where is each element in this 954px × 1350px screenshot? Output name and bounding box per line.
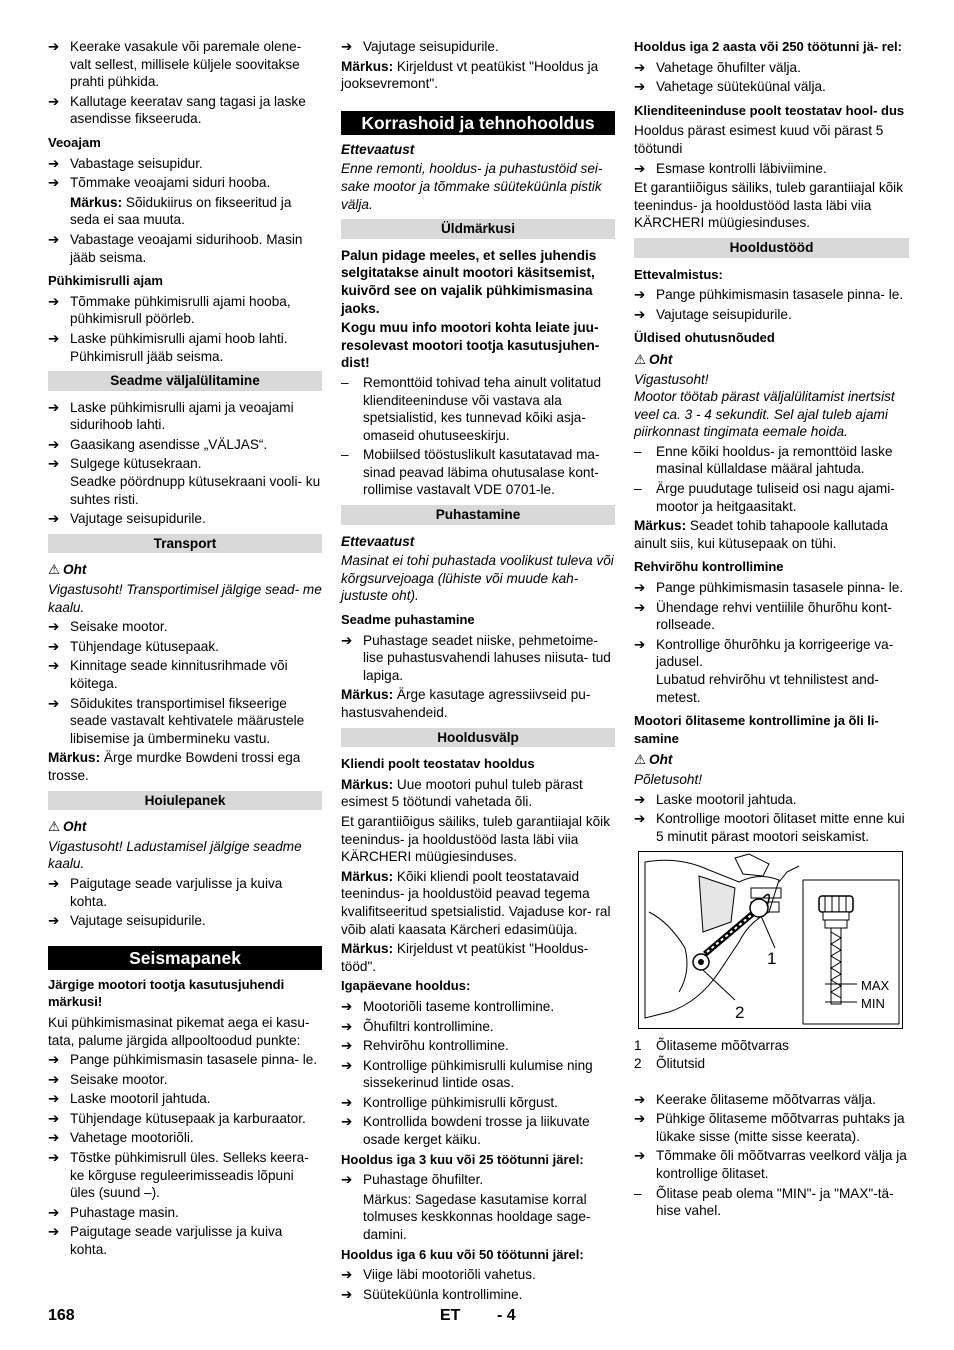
list-item: ➔ Laske pühkimisrulli ajami ja veoajami sidurihoob lahti. (48, 399, 294, 433)
arrow-icon: ➔ (48, 875, 60, 891)
arrow-icon: ➔ (634, 160, 646, 176)
note: Märkus: Sõidukiirus on fikseeritud ja seda ei saa muuta. (70, 194, 292, 228)
subheading: Kliendi poolt teostatav hooldus (341, 756, 535, 772)
list-item: ➔ Laske mootoril jahtuda. (48, 1091, 211, 1107)
section-heading: Hoiulepanek (48, 791, 322, 811)
arrow-icon: ➔ (341, 998, 353, 1014)
list-item: ➔ Kinnitage seade kinnitusrihmade või köitega. (48, 658, 288, 691)
list-item: ➔ Seisake mootor. (48, 1071, 168, 1087)
note: Märkus: Uue mootori puhul tuleb pärast esimest 5 töötundi vahetada õli. (341, 776, 583, 810)
caution-text: Enne remonti, hooldus- ja puhastustöid sei- sake mootor ja tõmmake süüteküünla pistik välja. (341, 161, 603, 212)
subheading: Hooldus iga 3 kuu või 25 töötunni järel: (341, 1151, 584, 1167)
paragraph: Palun pidage meeles, et selles juhendis selgitatakse ainult mootori käsitsemist, kuivõrd see on vajalik pühkimismasina jaoks. (341, 247, 597, 316)
note: Märkus: Ärge kasutage agressiivseid pu- hastusvahendeid. (341, 687, 591, 720)
arrow-icon: ➔ (341, 1018, 353, 1034)
list-item: ➔ Viige läbi mootoriõli vahetus. (341, 1267, 536, 1283)
warning-triangle-icon: ⚠ (48, 562, 61, 578)
paragraph: Kui pühkimismasinat pikemat aega ei kasu- tata, palume järgida allpooltoodud punkte: (48, 1014, 310, 1048)
section-heading: Hooldusvälp (341, 728, 615, 748)
subheading: Veoajam (48, 134, 101, 150)
paragraph: Hooldus pärast esimest kuud või pärast 5 töötundi (634, 123, 884, 156)
min-mark-label: MIN (861, 996, 885, 1012)
arrow-icon: ➔ (634, 306, 646, 322)
dash-icon: – (634, 443, 642, 459)
arrow-icon: ➔ (341, 1057, 353, 1073)
arrow-icon: ➔ (634, 811, 646, 827)
paragraph: Kogu muu info mootori kohta leiate juu- resolevast mootori tootja kasutusjuhen- dist! (341, 320, 600, 371)
figure-legend (634, 1037, 909, 1072)
list-item: ➔ Vajutage seisupidurile. (634, 306, 792, 322)
language-code: ET (440, 1307, 461, 1324)
section-page-number: - 4 (497, 1307, 516, 1324)
arrow-icon: ➔ (48, 436, 60, 452)
figure-callout-2: 2 (735, 1003, 745, 1023)
arrow-icon: ➔ (634, 599, 646, 615)
warning-triangle-icon: ⚠ (48, 819, 61, 835)
list-item: ➔ Keerake vasakule või paremale olene- valt sellest, millisele küljele soovitakse prahti pühkida. (48, 39, 302, 90)
arrow-icon: ➔ (48, 293, 60, 309)
danger-label: ⚠ Oht (48, 819, 87, 835)
list-item: ➔ Pange pühkimismasin tasasele pinna- le. (634, 580, 904, 596)
list-item: ➔ Esmase kontrolli läbiviimine. (634, 160, 827, 176)
section-heading: Üldmärkusi (341, 219, 615, 239)
warning-triangle-icon: ⚠ (634, 351, 647, 367)
arrow-icon: ➔ (341, 1114, 353, 1130)
list-item: ➔ Vajutage seisupidurile. (341, 39, 499, 54)
arrow-icon: ➔ (48, 93, 60, 109)
list-item: – Ärge puudutage tuliseid osi nagu ajami- mootor ja heitgaasitakt. (634, 481, 895, 514)
arrow-icon: ➔ (341, 1094, 353, 1110)
note: Märkus: Ärge murdke Bowdeni trossi ega trosse. (48, 750, 301, 783)
list-item: – Mobiilsed tööstuslikult kasutatavad ma- sinad peavad läbima ohutusalase kont- rollimise vastavalt VDE 0701-le. (341, 447, 600, 498)
list-item: ➔ Vabastage veoajami sidurihoob. Masin jääb seisma. (48, 231, 303, 265)
danger-text: Vigastusoht! (634, 371, 709, 387)
danger-label: ⚠ Oht (634, 351, 673, 367)
list-item: ➔ Seisake mootor. (48, 619, 168, 635)
arrow-icon: ➔ (634, 59, 646, 75)
warning-triangle-icon: ⚠ (634, 752, 647, 768)
subheading: Ettevalmistus: (634, 266, 723, 282)
section-heading: Hooldustööd (634, 238, 909, 258)
arrow-icon: ➔ (48, 231, 60, 247)
column-middle (341, 38, 615, 1305)
arrow-icon: ➔ (634, 1091, 646, 1107)
subheading: Pühkimisrulli ajam (48, 273, 163, 289)
arrow-icon: ➔ (634, 1148, 646, 1164)
max-mark-label: MAX (861, 978, 890, 994)
caution-label: Ettevaatust (341, 141, 415, 157)
arrow-icon: ➔ (48, 1150, 60, 1166)
arrow-icon: ➔ (634, 79, 646, 95)
chapter-heading: Korrashoid ja tehnohooldus (341, 111, 615, 135)
subheading: Rehvirõhu kontrollimine (634, 559, 784, 575)
note: Märkus: Kõiki kliendi poolt teostatavaid teenindus- ja hooldustöid peavad tegema kvalifitseeritud spetsialistid. Vajaduse kor- ral võib alati kaasata Kärcheri edasimüüja. (341, 868, 611, 937)
list-item: ➔ Vajutage seisupidurile. (48, 511, 206, 527)
arrow-icon: ➔ (48, 913, 60, 929)
arrow-icon: ➔ (48, 155, 60, 171)
list-item: – Õlitase peab olema "MIN"- ja "MAX"-tä- hise vahel. (634, 1185, 894, 1219)
subheading: Üldised ohutusnõuded (634, 330, 775, 346)
dash-icon: – (634, 1185, 642, 1201)
paragraph: Et garantiiõigus säiliks, tuleb garantiiajal kõik teenindus- ja hooldustööd lasta läbi viia KÄRCHERI müügiesinduses. (634, 180, 903, 231)
arrow-icon: ➔ (341, 1038, 353, 1054)
list-item: ➔ Tõmmake veoajami siduri hooba. (48, 175, 271, 191)
subheading: Hooldus iga 2 aasta või 250 töötunni jä- rel: (634, 39, 902, 54)
paragraph: Et garantiiõigus säiliks, tuleb garantiiajal kõik teenindus- ja hooldustööd lasta läbi viia KÄRCHERI müügiesinduses. (341, 813, 610, 865)
arrow-icon: ➔ (634, 287, 646, 303)
oil-dipstick-figure (638, 851, 903, 1029)
caution-text: Masinat ei tohi puhastada voolikust tuleva või kõrgsurvejoaga (lühiste või muude kah- justuste oht). (341, 553, 614, 604)
list-item: ➔ Puhastage õhufilter. (341, 1172, 484, 1188)
column-right (634, 38, 909, 1222)
dash-icon: – (341, 374, 349, 390)
arrow-icon: ➔ (634, 1111, 646, 1127)
arrow-icon: ➔ (48, 1204, 60, 1220)
list-item: ➔ Puhastage seadet niiske, pehmetoime- lise puhastusvahendi lahuses niisuta- tud lapiga. (341, 632, 611, 683)
column-left (48, 38, 322, 1261)
list-item: ➔ Paigutage seade varjulisse ja kuiva kohta. (48, 875, 283, 909)
list-item: ➔ Gaasikang asendisse „VÄLJAS“. (48, 436, 268, 452)
list-item-continuation: Seadke pöördnupp kütusekraani vooli- ku suhtes risti. (70, 474, 321, 507)
list-item: ➔ Tõstke pühkimisrull üles. Selleks keera- ke kõrguse reguleerimisseadis lõpuni üles (suund –). (48, 1150, 309, 1201)
list-item: ➔ Vabastage seisupidur. (48, 155, 203, 171)
list-item: – Remonttöid tohivad teha ainult volitatud klienditeeninduse või vastava ala spetsialistid, kes tunnevad kõiki asja- omaseid ohutuseeskirju. (341, 374, 602, 443)
list-item: ➔ Pühkige õlitaseme mõõtvarras puhtaks ja lükake sisse (mitte sisse keerata). (634, 1111, 905, 1144)
arrow-icon: ➔ (48, 638, 60, 654)
arrow-icon: ➔ (634, 791, 646, 807)
list-item: ➔ Vahetage õhufilter välja. (634, 59, 801, 75)
legend-item: 2 Õlitutsid (634, 1055, 706, 1071)
figure-callout-1: 1 (767, 949, 777, 969)
arrow-icon: ➔ (48, 330, 60, 346)
arrow-icon: ➔ (48, 1091, 60, 1107)
list-item: ➔ Kontrollige mootori õlitaset mitte enne kui 5 minutit pärast mootori seiskamist. (634, 811, 905, 844)
list-item: ➔ Sõidukites transportimisel fikseerige seade vastavalt kehtivatele määrustele libisemise ja ümbermineku vastu. (48, 695, 305, 746)
oil-dipstick-illustration (639, 852, 902, 1028)
list-item: ➔ Laske pühkimisrulli ajami hoob lahti. Pühkimisrull jääb seisma. (48, 330, 288, 364)
danger-text: Vigastusoht! Ladustamisel jälgige seadme kaalu. (48, 838, 302, 872)
arrow-icon: ➔ (48, 619, 60, 635)
list-item: ➔ Paigutage seade varjulisse ja kuiva kohta. (48, 1224, 283, 1258)
arrow-icon: ➔ (341, 1172, 353, 1188)
list-item: ➔ Mootoriõli taseme kontrollimine. (341, 998, 555, 1014)
list-item: ➔ Vahetage mootoriõli. (48, 1130, 194, 1146)
page-number: 168 (48, 1307, 75, 1324)
list-item: – Enne kõiki hooldus- ja remonttöid laske masinal küllaldase määral jahtuda. (634, 443, 893, 477)
list-item: ➔ Puhastage masin. (48, 1204, 179, 1220)
list-item: ➔ Kontrollige õhurõhku ja korrigeerige va- jadusel. (634, 636, 894, 670)
arrow-icon: ➔ (48, 1110, 60, 1126)
note: Märkus: Seadet tohib tahapoole kallutada ainult siis, kui kütusepaak on tühi. (634, 518, 888, 551)
arrow-icon: ➔ (48, 1052, 60, 1068)
arrow-icon: ➔ (48, 1071, 60, 1087)
list-item: ➔ Kallutage keeratav sang tagasi ja laske asendisse fikseeruda. (48, 93, 306, 127)
section-heading: Seadme väljalülitamine (48, 371, 322, 391)
arrow-icon: ➔ (341, 1286, 353, 1302)
note: Märkus: Kirjeldust vt peatükist "Hooldus- tööd". (341, 941, 589, 974)
arrow-icon: ➔ (48, 399, 60, 415)
arrow-icon: ➔ (48, 1130, 60, 1146)
arrow-icon: ➔ (634, 636, 646, 652)
section-heading: Transport (48, 534, 322, 554)
arrow-icon: ➔ (341, 39, 353, 54)
arrow-icon: ➔ (48, 658, 60, 674)
list-item: ➔ Rehvirõhu kontrollimine. (341, 1038, 509, 1054)
list-item: ➔ Õhufiltri kontrollimine. (341, 1018, 494, 1034)
list-item-continuation: Märkus: Sagedase kasutamise korral tolmuses keskkonnas hooldage sage- damini. (363, 1191, 591, 1243)
list-item: ➔ Tühjendage kütusepaak ja karburaator. (48, 1110, 306, 1126)
caution-label: Ettevaatust (341, 533, 415, 549)
danger-label: ⚠ Oht (634, 752, 673, 768)
arrow-icon: ➔ (341, 1267, 353, 1283)
dash-icon: – (634, 481, 642, 497)
list-item: ➔ Kontrollida bowdeni trosse ja liikuvate osade kerget käiku. (341, 1114, 590, 1148)
list-item: ➔ Tõmmake pühkimisrulli ajami hooba, pühkimisrull pöörleb. (48, 293, 291, 327)
section-heading: Puhastamine (341, 505, 615, 525)
dash-icon: – (341, 447, 349, 463)
list-item-continuation: Lubatud rehvirõhu vt tehnilistest and- metest. (656, 672, 879, 705)
list-item: ➔ Keerake õlitaseme mõõtvarras välja. (634, 1091, 876, 1107)
subheading: Mootori õlitaseme kontrollimine ja õli li- samine (634, 713, 879, 746)
legend-item: 1 Õlitaseme mõõtvarras (634, 1038, 789, 1054)
danger-text: Vigastusoht! Transportimisel jälgige sead- me kaalu. (48, 582, 322, 615)
chapter-heading: Seismapanek (48, 946, 322, 970)
arrow-icon: ➔ (48, 175, 60, 191)
arrow-icon: ➔ (634, 580, 646, 596)
list-item: ➔ Kontrollige pühkimisrulli kõrgust. (341, 1094, 558, 1110)
arrow-icon: ➔ (48, 695, 60, 711)
list-item: ➔ Kontrollige pühkimisrulli kulumise ning sissekerinud lintide osas. (341, 1057, 593, 1091)
list-item: ➔ Vahetage süüteküünal välja. (634, 79, 826, 95)
subheading: Igapäevane hooldus: (341, 978, 471, 994)
danger-label: ⚠ Oht (48, 562, 87, 578)
arrow-icon: ➔ (48, 511, 60, 527)
subheading: Järgige mootori tootja kasutusjuhendi märkusi! (48, 976, 285, 1010)
list-item: ➔ Tühjendage kütusepaak. (48, 638, 219, 654)
subheading: Hooldus iga 6 kuu või 50 töötunni järel: (341, 1246, 584, 1262)
list-item: ➔ Pange pühkimismasin tasasele pinna- le. (48, 1052, 318, 1068)
list-item: ➔ Pange pühkimismasin tasasele pinna- le. (634, 287, 904, 303)
arrow-icon: ➔ (341, 632, 353, 648)
subheading: Klienditeeninduse poolt teostatav hool- dus (634, 102, 905, 118)
subheading: Seadme puhastamine (341, 612, 475, 628)
list-item: ➔ Süüteküünla kontrollimine. (341, 1286, 523, 1302)
arrow-icon: ➔ (48, 39, 60, 54)
danger-text: Mootor töötab pärast väljalülitamist inertsist veel ca. 3 - 4 sekundit. Sel ajal tuleb ajami piirkonnast tingimata eemale hoida. (634, 389, 895, 440)
list-item: ➔ Vajutage seisupidurile. (48, 913, 206, 929)
list-item: ➔ Ühendage rehvi ventiilile õhurõhu kont- rollseade. (634, 599, 892, 633)
danger-text: Põletusoht! (634, 771, 703, 787)
list-item: ➔ Tõmmake õli mõõtvarras veelkord välja ja kontrollige õlitaset. (634, 1148, 907, 1181)
note: Märkus: Kirjeldust vt peatükist "Hooldus ja jooksevremont". (341, 58, 599, 92)
arrow-icon: ➔ (48, 1224, 60, 1240)
list-item: ➔ Laske mootoril jahtuda. (634, 791, 797, 807)
list-item: ➔ Sulgege kütusekraan. (48, 456, 202, 472)
arrow-icon: ➔ (48, 456, 60, 472)
